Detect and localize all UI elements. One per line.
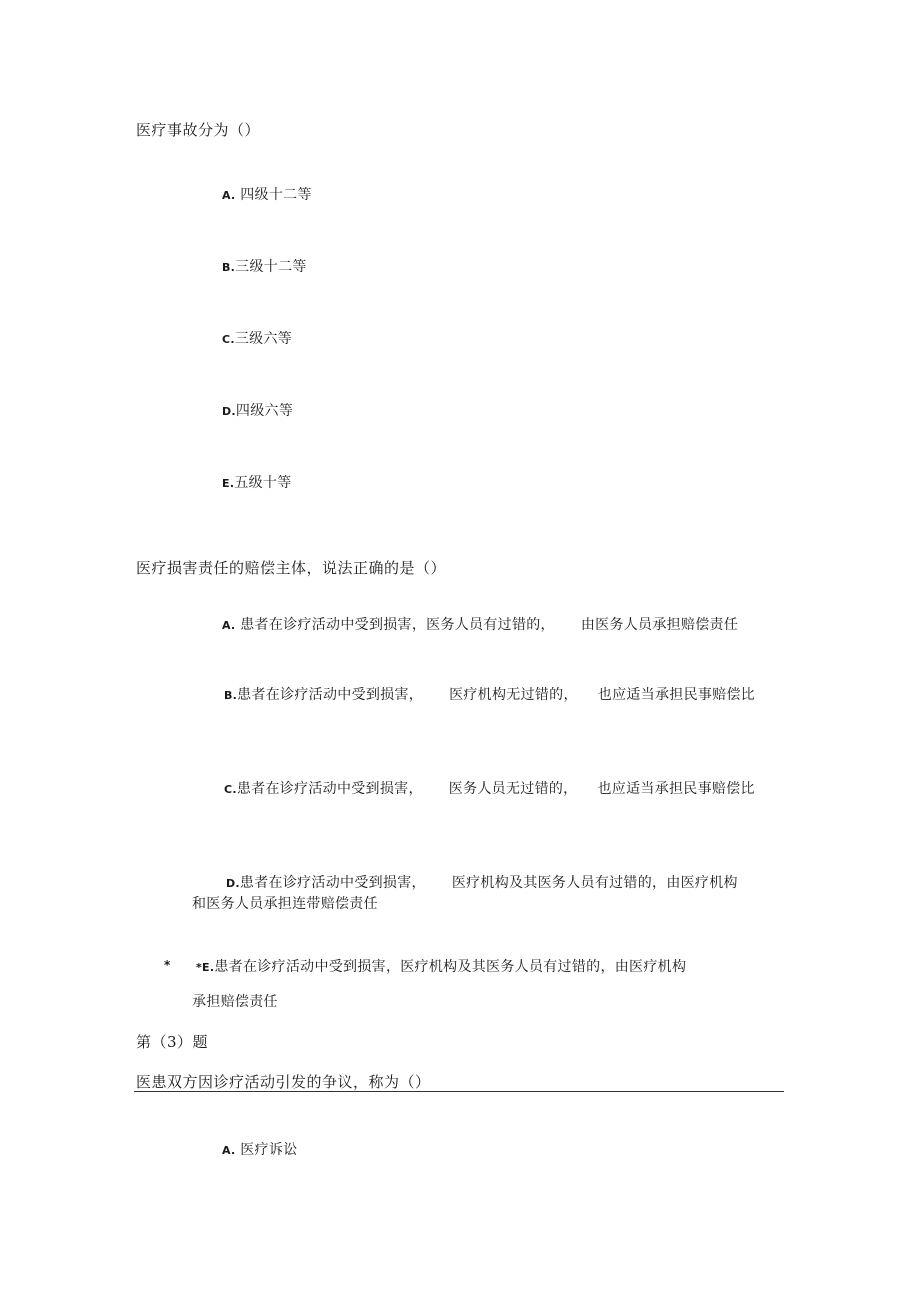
option-label: C.	[224, 783, 237, 796]
q2-option-e-continuation: 承担赔偿责任	[192, 994, 278, 1010]
q1-option-d[interactable]	[222, 400, 293, 420]
q2-option-e[interactable]	[196, 956, 686, 976]
option-text-part: 医务人员无过错的，	[448, 781, 578, 797]
option-text: 四级六等	[235, 403, 294, 419]
option-label: *E.	[196, 961, 215, 974]
q1-option-e[interactable]	[222, 472, 292, 492]
underline-divider	[134, 1091, 784, 1092]
option-label: D.	[226, 877, 240, 890]
option-text-part: 医疗机构无过错的，	[449, 687, 578, 703]
q3-option-a[interactable]	[222, 1139, 297, 1159]
option-label: D.	[222, 405, 236, 418]
option-label: A.	[222, 1144, 236, 1157]
option-label: B.	[222, 261, 236, 274]
option-text: 四级十二等	[235, 187, 312, 203]
option-text: 三级六等	[234, 331, 293, 347]
q2-option-c[interactable]	[224, 778, 755, 798]
option-label: A.	[222, 619, 236, 632]
option-text: 五级十等	[234, 475, 292, 491]
question-3-number: 第（3）题	[136, 1033, 209, 1051]
q1-option-a[interactable]	[222, 184, 312, 204]
option-label: A.	[222, 189, 236, 202]
question-2-stem: 医疗损害责任的赔偿主体，说法正确的是（）	[136, 559, 447, 577]
option-text: 三级十二等	[235, 259, 307, 275]
q2-option-b[interactable]	[224, 684, 755, 704]
option-text-part: 患者在诊疗活动中受到损害，	[237, 687, 424, 703]
option-text-part: 也应适当承担民事赔偿比	[597, 781, 755, 797]
option-label: B.	[224, 689, 238, 702]
q2-option-a[interactable]	[222, 614, 738, 634]
option-text: 医疗诉讼	[235, 1142, 298, 1158]
option-text: 患者在诊疗活动中受到损害，医疗机构及其医务人员有过错的，由医疗机构	[214, 959, 687, 975]
q2-option-d[interactable]	[226, 872, 738, 892]
question-3-stem: 医患双方因诊疗活动引发的争议，称为（）	[136, 1073, 431, 1091]
option-label: E.	[222, 477, 235, 490]
q1-option-b[interactable]	[222, 256, 307, 276]
option-text-part: 也应适当承担民事赔偿比	[597, 687, 756, 703]
q2-option-d-continuation: 和医务人员承担连带赔偿责任	[192, 896, 378, 912]
option-text-part: 患者在诊疗活动中受到损害，	[236, 781, 423, 797]
option-label: C.	[222, 333, 235, 346]
correct-answer-marker: *	[164, 958, 171, 972]
option-text-part: 患者在诊疗活动中受到损害，医务人员有过错的，	[235, 617, 555, 633]
option-text-part: 患者在诊疗活动中受到损害，	[239, 875, 426, 891]
question-1-stem: 医疗事故分为（）	[136, 121, 261, 139]
option-text-part: 由医务人员承担赔偿责任	[580, 617, 739, 633]
option-text-part: 医疗机构及其医务人员有过错的，由医疗机构	[451, 875, 738, 891]
q1-option-c[interactable]	[222, 328, 292, 348]
